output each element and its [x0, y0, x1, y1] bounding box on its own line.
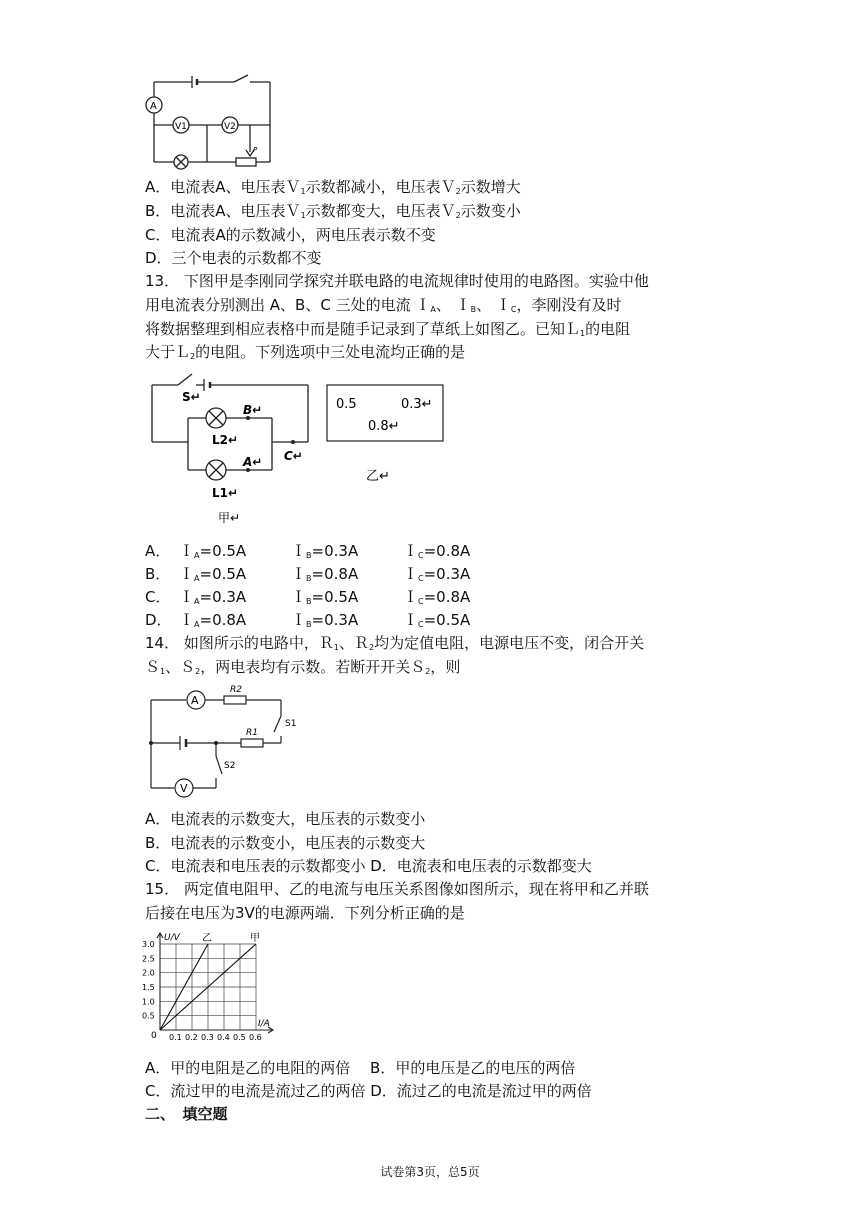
- q12-option-b: [145, 200, 521, 227]
- section-heading: 二、 填空题: [145, 1105, 228, 1123]
- subscript: C: [418, 574, 424, 583]
- current-symbol: Ｉ: [179, 542, 195, 560]
- current-symbol: Ｉ: [179, 611, 195, 629]
- q13-note-figure-yi: [326, 384, 446, 484]
- current-value: =0.8A: [311, 565, 359, 583]
- stem-text: 大于Ｌ: [145, 343, 191, 361]
- stem-text: 将数据整理到相应表格中而是随手记录到了草纸上如图乙。已知Ｌ: [145, 320, 581, 338]
- q12-option-a: [145, 176, 521, 203]
- subscript: C: [418, 620, 424, 629]
- stem-text: 、 Ｉ: [476, 296, 511, 314]
- subscript: 1: [160, 667, 166, 676]
- subscript: A: [194, 551, 200, 560]
- q14-circuit-figure: [146, 680, 296, 804]
- note-value-3: 0.8↵: [368, 419, 400, 434]
- option-text: 示数变小: [460, 202, 521, 220]
- x-axis-label: I/A: [258, 1019, 270, 1029]
- current-value: =0.8A: [199, 611, 247, 629]
- y-tick-label: 1.0: [142, 997, 155, 1007]
- x-tick-label: 0.1: [169, 1033, 182, 1042]
- point-c-label: C↵: [284, 449, 303, 463]
- subscript: B: [306, 551, 312, 560]
- current-value: =0.5A: [199, 565, 247, 583]
- subscript: 1: [300, 187, 306, 196]
- lamp-l1-label: L1↵: [212, 486, 239, 500]
- q14-option-b: B．电流表的示数变小，电压表的示数变大: [145, 834, 426, 852]
- subscript: B: [470, 305, 477, 314]
- subscript: C: [418, 551, 424, 560]
- voltmeter-v1-label: V1: [175, 122, 187, 132]
- current-symbol: Ｉ: [403, 542, 419, 560]
- q15-stem-line-1: 15． 两定值电阻甲、乙的电流与电压关系图像如图所示，现在将甲和乙并联: [145, 880, 649, 898]
- stem-text: 、Ｓ: [165, 658, 196, 676]
- resistor-r1-label: R1: [246, 728, 258, 738]
- y-tick-label: 1.5: [142, 983, 155, 992]
- subscript: 1: [333, 643, 339, 652]
- x-tick-label: 0.2: [185, 1033, 198, 1042]
- subscript: 2: [195, 667, 201, 676]
- figure-yi-caption: 乙↵: [366, 469, 390, 484]
- figure-jia-caption: 甲↵: [218, 511, 241, 525]
- q13-circuit-figure-jia: [148, 370, 313, 528]
- q14-stem-line-2: [145, 656, 460, 683]
- stem-text: ，则: [430, 658, 461, 676]
- q12-option-c: C．电流表A的示数减小，两电压表示数不变: [145, 226, 436, 244]
- stem-text: 的电阻。下列选项中三处电流均正确的是: [195, 343, 466, 361]
- stem-text: 、Ｒ: [338, 634, 369, 652]
- series-label: 甲: [250, 933, 260, 944]
- subscript: A: [194, 574, 200, 583]
- option-text: A．电流表A、电压表Ｖ: [145, 178, 301, 196]
- voltmeter-label: V: [180, 782, 188, 795]
- resistor-r2-label: R2: [230, 685, 242, 695]
- page-footer: 试卷第3页，总5页: [380, 1165, 480, 1179]
- subscript: A: [430, 305, 436, 314]
- current-symbol: Ｉ: [291, 588, 307, 606]
- x-tick-label: 0.5: [233, 1033, 246, 1042]
- q13-stem-line-4: [145, 341, 465, 368]
- stem-text: 均为定值电阻，电源电压不变，闭合开关: [374, 634, 645, 652]
- option-text: B．电流表A、电压表Ｖ: [145, 202, 301, 220]
- current-value: =0.5A: [311, 588, 359, 606]
- subscript: B: [306, 597, 312, 606]
- ammeter-label: A: [150, 101, 157, 112]
- current-symbol: Ｉ: [403, 588, 419, 606]
- q12-option-d: D．三个电表的示数都不变: [145, 249, 322, 267]
- y-tick-label: 3.0: [142, 940, 155, 949]
- q15-iv-chart: [140, 930, 280, 1048]
- switch-s-label: S↵: [182, 390, 201, 404]
- current-symbol: Ｉ: [291, 542, 307, 560]
- option-label: C．: [145, 588, 171, 606]
- stem-text: ，李刚没有及时: [516, 296, 622, 314]
- current-value: =0.5A: [199, 542, 247, 560]
- current-value: =0.3A: [311, 542, 359, 560]
- q15-option-a-b: A．甲的电阻是乙的电阻的两倍 B．甲的电压是乙的电压的两倍: [145, 1059, 576, 1077]
- subscript: 2: [368, 643, 375, 652]
- option-label: A．: [145, 542, 171, 560]
- subscript: 2: [455, 187, 461, 196]
- origin-label: 0: [151, 1031, 157, 1041]
- option-text: 示数增大: [460, 178, 521, 196]
- y-tick-label: 0.5: [142, 1011, 155, 1021]
- current-symbol: Ｉ: [403, 611, 419, 629]
- subscript: A: [194, 597, 200, 606]
- x-tick-label: 0.6: [249, 1033, 262, 1042]
- note-value-1: 0.5: [336, 397, 357, 412]
- subscript: C: [418, 597, 424, 606]
- series-label: 乙: [202, 933, 212, 944]
- q15-option-c-d: C．流过甲的电流是流过乙的两倍 D．流过乙的电流是流过甲的两倍: [145, 1082, 592, 1100]
- switch-s2-label: S2: [224, 761, 236, 771]
- option-label: B．: [145, 565, 171, 583]
- lamp-l2-label: L2↵: [212, 433, 239, 447]
- stem-text: 的电阻: [585, 320, 631, 338]
- subscript: C: [510, 305, 517, 314]
- stem-text: 用电流表分别测出 A、B、C 三处的电流 Ｉ: [145, 296, 431, 314]
- y-tick-label: 2.5: [142, 954, 155, 964]
- option-text: 示数都减小，电压表Ｖ: [305, 178, 456, 196]
- stem-text: Ｓ: [145, 658, 161, 676]
- current-value: =0.3A: [423, 565, 471, 583]
- q13-stem-line-1: 13． 下图甲是李刚同学探究并联电路的电流规律时使用的电路图。实验中他: [145, 272, 649, 290]
- subscript: 2: [425, 667, 431, 676]
- q12-circuit-figure: [140, 72, 275, 172]
- q15-stem-line-2: 后接在电压为3V的电源两端．下列分析正确的是: [145, 904, 465, 922]
- subscript: B: [306, 574, 312, 583]
- current-symbol: Ｉ: [403, 565, 419, 583]
- current-symbol: Ｉ: [179, 588, 195, 606]
- current-value: =0.8A: [423, 542, 471, 560]
- current-value: =0.3A: [199, 588, 247, 606]
- subscript: 2: [190, 352, 196, 361]
- x-tick-label: 0.3: [201, 1033, 214, 1042]
- option-text: 示数都变大，电压表Ｖ: [305, 202, 456, 220]
- switch-s1-label: S1: [285, 719, 296, 729]
- current-symbol: Ｉ: [291, 611, 307, 629]
- current-value: =0.3A: [311, 611, 359, 629]
- option-label: D．: [145, 611, 172, 629]
- note-value-2: 0.3↵: [401, 397, 433, 412]
- current-symbol: Ｉ: [291, 565, 307, 583]
- q13-stem-line-2: [145, 294, 622, 321]
- stem-text: ，两电表均有示数。若断开开关Ｓ: [200, 658, 426, 676]
- subscript: 1: [300, 211, 306, 220]
- subscript: B: [306, 620, 312, 629]
- subscript: 2: [455, 211, 461, 220]
- ammeter-label: A: [191, 694, 199, 707]
- q14-option-c-d: C．电流表和电压表的示数都变小 D．电流表和电压表的示数都变大: [145, 857, 592, 875]
- stem-text: 、 Ｉ: [435, 296, 471, 314]
- point-a-label: A↵: [243, 455, 263, 469]
- current-symbol: Ｉ: [179, 565, 195, 583]
- voltmeter-v2-label: V2: [224, 122, 236, 132]
- current-value: =0.5A: [423, 611, 471, 629]
- slider-label: P: [253, 146, 258, 154]
- stem-text: 14． 如图所示的电路中，Ｒ: [145, 634, 334, 652]
- y-tick-label: 2.0: [142, 968, 155, 978]
- y-axis-label: U/V: [164, 933, 180, 943]
- subscript: 1: [580, 329, 586, 338]
- q14-stem-line-1: [145, 632, 644, 659]
- q14-option-a: A．电流表的示数变大，电压表的示数变小: [145, 810, 426, 828]
- x-tick-label: 0.4: [217, 1033, 230, 1042]
- subscript: A: [194, 620, 200, 629]
- point-b-label: B↵: [243, 403, 263, 417]
- current-value: =0.8A: [423, 588, 471, 606]
